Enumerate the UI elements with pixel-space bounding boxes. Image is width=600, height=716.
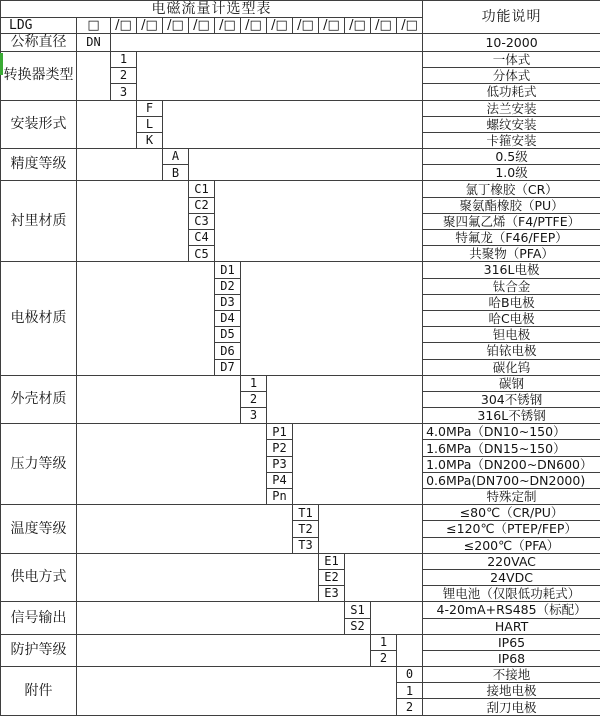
function-cell: 316L电极: [423, 262, 600, 278]
function-cell: 1.0MPa（DN200~DN600）: [423, 456, 600, 472]
spacer-left-cell: [77, 553, 319, 602]
code-cell: T3: [293, 537, 319, 553]
code-cell: 1: [111, 51, 137, 67]
function-cell: HART: [423, 618, 600, 634]
group-label-cell: 压力等级: [1, 424, 77, 505]
group-label-cell: 衬里材质: [1, 181, 77, 262]
code-cell: P2: [267, 440, 293, 456]
code-cell: K: [137, 132, 163, 148]
function-cell: 碳钢: [423, 375, 600, 391]
code-cell: C5: [189, 246, 215, 262]
code-cell: T2: [293, 521, 319, 537]
code-cell: L: [137, 116, 163, 132]
code-cell: D6: [215, 343, 241, 359]
code-cell: S1: [345, 602, 371, 618]
group-label-cell: 转换器类型: [1, 51, 77, 100]
code-cell: D2: [215, 278, 241, 294]
spacer-right-cell: [215, 181, 423, 262]
code-cell: Pn: [267, 489, 293, 505]
function-cell: 卡箍安装: [423, 132, 600, 148]
group-label-cell: 电极材质: [1, 262, 77, 375]
spacer-left-cell: [77, 100, 137, 149]
spacer-left-cell: [77, 634, 371, 666]
code-cell: P1: [267, 424, 293, 440]
spacer-left-cell: [77, 181, 189, 262]
function-cell: IP65: [423, 634, 600, 650]
group-label-cell: 公称直径: [1, 34, 77, 52]
group-label-cell: 信号输出: [1, 602, 77, 634]
function-cell: 聚四氟乙烯（F4/PTFE）: [423, 213, 600, 229]
spacer-right-cell: [267, 375, 423, 424]
code-cell: C1: [189, 181, 215, 197]
spacer-right-cell: [319, 505, 423, 554]
model-slot-cell: /□: [293, 18, 319, 34]
code-cell: C3: [189, 213, 215, 229]
function-cell: 钛合金: [423, 278, 600, 294]
code-cell: D3: [215, 294, 241, 310]
model-slot-cell: /□: [189, 18, 215, 34]
model-slot-cell: /□: [215, 18, 241, 34]
spacer-left-cell: [77, 667, 397, 716]
function-cell: 低功耗式: [423, 84, 600, 100]
function-cell: 法兰安装: [423, 100, 600, 116]
group-label-cell: 防护等级: [1, 634, 77, 666]
table-title: 电磁流量计选型表: [1, 1, 423, 18]
function-cell: 24VDC: [423, 569, 600, 585]
function-cell: 不接地: [423, 667, 600, 683]
code-cell: DN: [77, 34, 111, 52]
model-slot-cell: /□: [371, 18, 397, 34]
code-cell: 2: [111, 68, 137, 84]
code-cell: C4: [189, 230, 215, 246]
code-cell: 3: [241, 408, 267, 424]
model-slot-cell: /□: [345, 18, 371, 34]
group-label-cell: 精度等级: [1, 149, 77, 181]
function-cell: 共聚物（PFA）: [423, 246, 600, 262]
spacer-right-cell: [189, 149, 423, 181]
spacer-right-cell: [241, 262, 423, 375]
code-cell: B: [163, 165, 189, 181]
model-slot-cell: /□: [397, 18, 423, 34]
selection-table-body: [1, 1, 600, 716]
scan-artifact-green: [0, 53, 3, 75]
spacer-right-cell: [137, 51, 423, 100]
function-column-header: 功能说明: [423, 1, 600, 34]
code-cell: P3: [267, 456, 293, 472]
function-cell: 316L不锈钢: [423, 408, 600, 424]
spacer-left-cell: [77, 375, 241, 424]
code-cell: 0: [397, 667, 423, 683]
function-cell: 螺纹安装: [423, 116, 600, 132]
code-cell: F: [137, 100, 163, 116]
code-cell: T1: [293, 505, 319, 521]
code-cell: E2: [319, 569, 345, 585]
code-cell: D4: [215, 310, 241, 326]
function-cell: ≤200℃（PFA）: [423, 537, 600, 553]
code-cell: P4: [267, 472, 293, 488]
spacer-left-cell: [77, 602, 345, 634]
group-label-cell: 供电方式: [1, 553, 77, 602]
function-cell: 哈B电极: [423, 294, 600, 310]
model-prefix-cell: LDG: [1, 18, 77, 34]
function-cell: 锂电池（仅限低功耗式）: [423, 586, 600, 602]
function-cell: 0.5级: [423, 149, 600, 165]
code-cell: 2: [371, 650, 397, 666]
function-cell: ≤120℃（PTEP/FEP）: [423, 521, 600, 537]
code-cell: A: [163, 149, 189, 165]
model-base-box-cell: □: [77, 18, 111, 34]
function-cell: 分体式: [423, 68, 600, 84]
function-cell: 刮刀电极: [423, 699, 600, 716]
code-cell: D1: [215, 262, 241, 278]
function-cell: 特殊定制: [423, 489, 600, 505]
spacer-right-cell: [111, 34, 423, 52]
model-slot-cell: /□: [319, 18, 345, 34]
function-cell: 哈C电极: [423, 310, 600, 326]
code-cell: D5: [215, 327, 241, 343]
spacer-right-cell: [397, 634, 423, 666]
function-cell: 钽电极: [423, 327, 600, 343]
function-cell: 碳化钨: [423, 359, 600, 375]
model-slot-cell: /□: [163, 18, 189, 34]
function-cell: 铂铱电极: [423, 343, 600, 359]
spacer-right-cell: [293, 424, 423, 505]
group-label-cell: 安装形式: [1, 100, 77, 149]
model-slot-cell: /□: [137, 18, 163, 34]
function-cell: 0.6MPa(DN700~DN2000): [423, 472, 600, 488]
function-cell: 氯丁橡胶（CR）: [423, 181, 600, 197]
code-cell: S2: [345, 618, 371, 634]
function-cell: 4.0MPa（DN10~150）: [423, 424, 600, 440]
spacer-right-cell: [345, 553, 423, 602]
model-slot-cell: /□: [241, 18, 267, 34]
spacer-left-cell: [77, 505, 293, 554]
function-cell: 304不锈钢: [423, 391, 600, 407]
spacer-left-cell: [77, 424, 267, 505]
model-slot-cell: /□: [111, 18, 137, 34]
code-cell: 1: [371, 634, 397, 650]
code-cell: 2: [397, 699, 423, 716]
function-cell: IP68: [423, 650, 600, 666]
function-cell: 一体式: [423, 51, 600, 67]
code-cell: 3: [111, 84, 137, 100]
function-cell: 特氟龙（F46/FEP）: [423, 230, 600, 246]
function-cell: 聚氨酯橡胶（PU）: [423, 197, 600, 213]
code-cell: E1: [319, 553, 345, 569]
function-cell: ≤80℃（CR/PU）: [423, 505, 600, 521]
group-label-cell: 外壳材质: [1, 375, 77, 424]
model-slot-cell: /□: [267, 18, 293, 34]
function-cell: 10-2000: [423, 34, 600, 52]
code-cell: C2: [189, 197, 215, 213]
function-cell: 4-20mA+RS485（标配）: [423, 602, 600, 618]
spacer-left-cell: [77, 51, 111, 100]
code-cell: D7: [215, 359, 241, 375]
function-cell: 1.6MPa（DN15~150）: [423, 440, 600, 456]
code-cell: 1: [241, 375, 267, 391]
group-label-cell: 附件: [1, 667, 77, 716]
spacer-left-cell: [77, 262, 215, 375]
spacer-left-cell: [77, 149, 163, 181]
spacer-right-cell: [163, 100, 423, 149]
group-label-cell: 温度等级: [1, 505, 77, 554]
spacer-right-cell: [371, 602, 423, 634]
function-cell: 1.0级: [423, 165, 600, 181]
function-cell: 220VAC: [423, 553, 600, 569]
code-cell: 1: [397, 683, 423, 699]
function-cell: 接地电极: [423, 683, 600, 699]
code-cell: 2: [241, 391, 267, 407]
code-cell: E3: [319, 586, 345, 602]
